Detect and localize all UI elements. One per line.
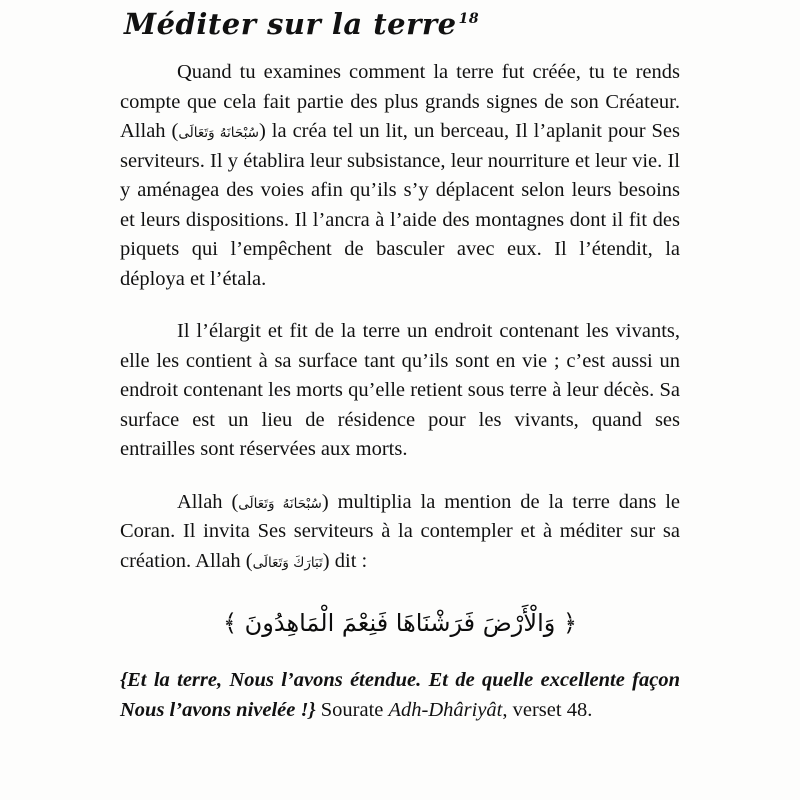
- verse-translation-quote: {Et la terre, Nous l’avons étendue. Et de quelle excellente façon Nous l’avons nivelée !}: [120, 669, 680, 722]
- paragraph-1-text-a: Quand tu examines comment la terre fut créée, tu te rends compte que cela fait partie des plus grands signes de son Créateur. Allah (: [120, 61, 680, 143]
- paragraph-2: [120, 317, 680, 465]
- source-prefix: Sourate: [315, 699, 389, 722]
- arabic-honorific-tabaraka-wa-taala: تَبَارَكَ وَتَعَالَى: [252, 554, 323, 571]
- chapter-title-text: Méditer sur la terre: [124, 7, 457, 41]
- paragraph-3-text-c: ) dit :: [322, 549, 368, 572]
- arabic-honorific-subhanahu-wa-taala: سُبْحَانَهُ وَتَعَالَى: [178, 125, 259, 142]
- surah-name: Adh-Dhâriyât: [388, 699, 503, 722]
- source-suffix: , verset 48.: [502, 699, 593, 722]
- paragraph-2-text: Il l’élargit et fit de la terre un endroit contenant les vivants, elle les contient à sa surface tant qu’ils sont en vie ; c’est aussi un endroit contenant les morts qu’elle retient sous terre à leur décès. Sa surface est un lieu de résidence pour les vivants, quand ses entrailles sont réservées aux morts.: [120, 320, 680, 461]
- paragraph-3-text-a: Allah (: [177, 490, 239, 513]
- verse-translation: [120, 665, 680, 725]
- footnote-reference: 18: [458, 11, 480, 28]
- arabic-honorific-subhanahu-wa-taala: سُبْحَانَهُ وَتَعَالَى: [238, 495, 322, 512]
- quran-verse-arabic: ﴿ وَالْأَرْضَ فَرَشْنَاهَا فَنِعْمَ الْمَاهِدُونَ ﴾: [222, 608, 578, 637]
- paragraph-1-text-b: ) la créa tel un lit, un berceau, Il l’aplanit pour Ses serviteurs. Il y établira leur subsistance, leur nourriture et leur vie. Il y aménagea des voies afin qu’ils s’y déplacent selon leurs besoins et leurs dispositions. Il l’ancra à l’aide des montagnes dont il fit des piquets qui l’empêchent de basculer avec eux. Il l’étendit, la déploya et l’étala.: [120, 120, 680, 290]
- chapter-title: [124, 6, 680, 42]
- paragraph-3: [120, 488, 680, 577]
- paragraph-3-text-b: ) multiplia la mention de la terre dans le Coran. Il invita Ses serviteurs à la contempler et à méditer sur sa création. Allah (: [120, 490, 680, 572]
- paragraph-1: [120, 58, 680, 294]
